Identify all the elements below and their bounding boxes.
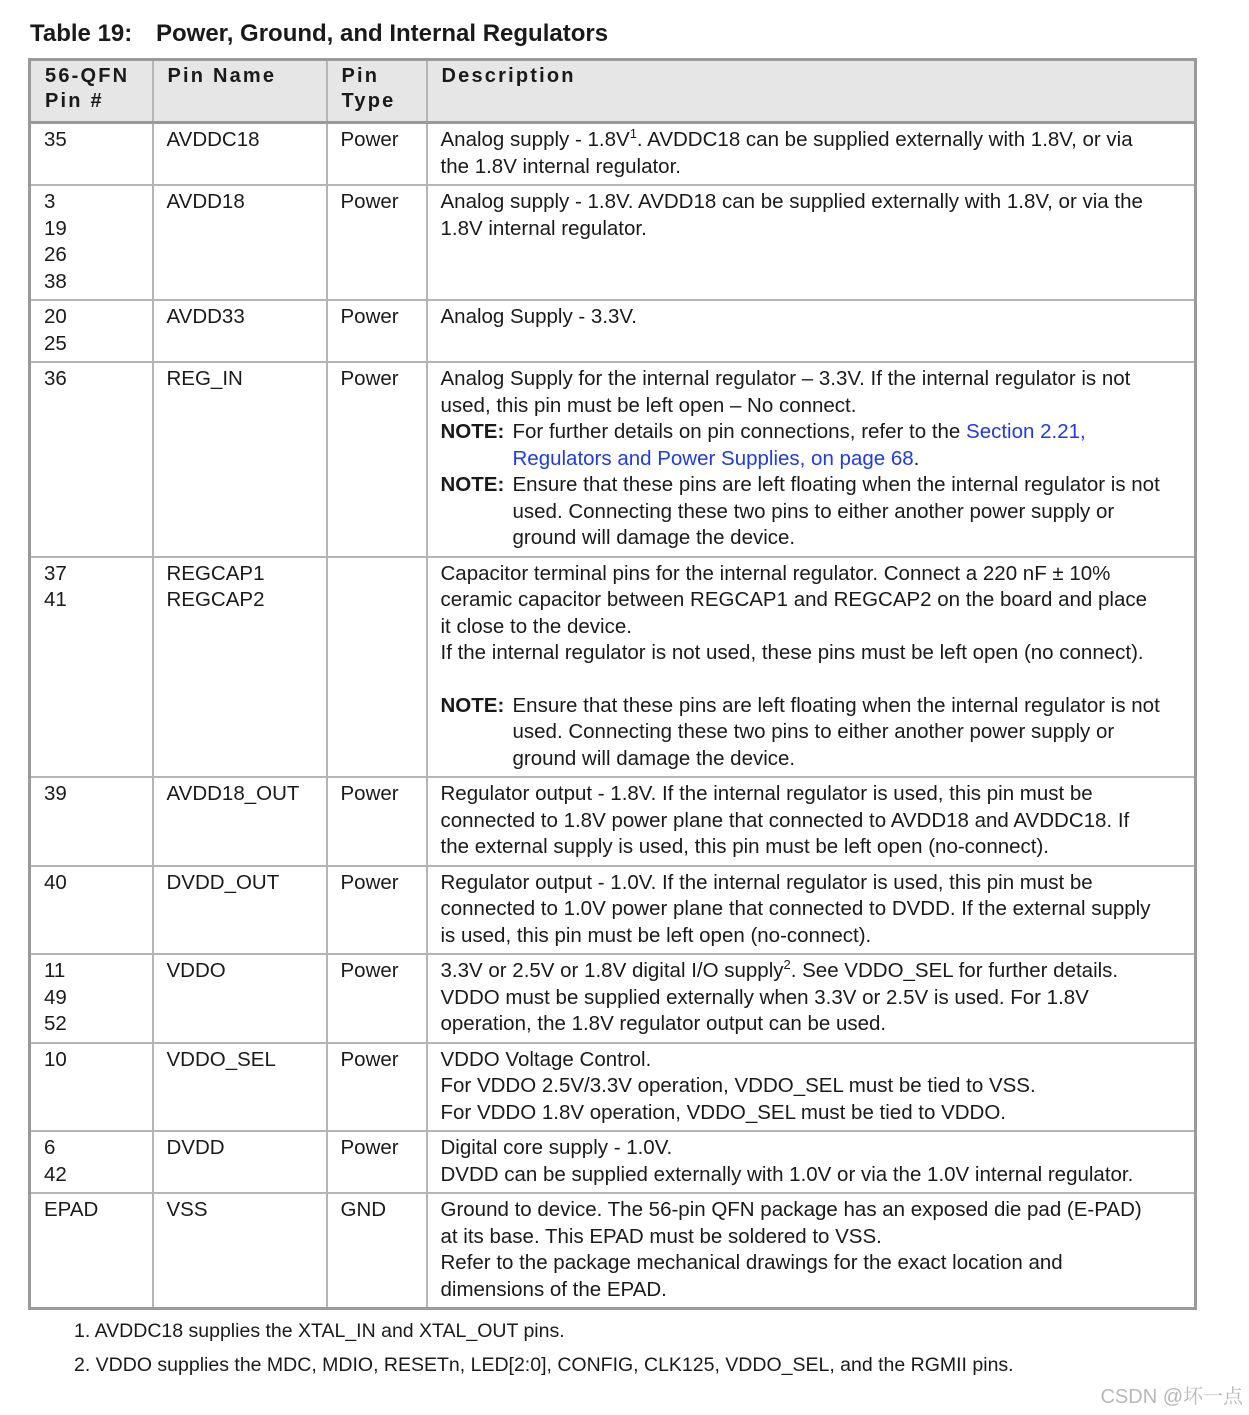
description-line: [441, 216, 1185, 243]
line-text: connected to 1.0V power plane that connected to DVDD. If the external supply: [440, 897, 1151, 920]
line-text: connected to 1.8V power plane that connected to AVDD18 and AVDDC18. If: [440, 808, 1130, 832]
pin-type: Power: [340, 1136, 399, 1159]
pin-number: 41: [44, 588, 67, 611]
pin-number: 25: [44, 331, 67, 355]
description-line: [441, 1011, 1185, 1038]
description-line: [441, 1277, 1185, 1304]
line-text: Ensure that these pins are left floating when the internal regulator is not: [512, 693, 1160, 717]
line-text: dimensions of the EPAD.: [440, 1277, 667, 1301]
line-text-after: .: [913, 446, 920, 470]
description-line: [441, 561, 1185, 588]
line-text: at its base. This EPAD must be soldered to VSS.: [440, 1224, 882, 1248]
table-row: [30, 777, 1196, 866]
table-row: [30, 123, 1196, 186]
table-row: [30, 557, 1196, 778]
line-text: For further details on pin connections, refer to the: [512, 420, 967, 443]
description-line: [441, 958, 1185, 985]
line-text: For VDDO 1.8V operation, VDDO_SEL must be tied to VDDO.: [440, 1100, 1007, 1124]
line-text: operation, the 1.8V regulator output can be used.: [440, 1012, 887, 1035]
line-text: Refer to the package mechanical drawings for the exact location and: [440, 1251, 1063, 1274]
pin-number: 39: [44, 782, 67, 805]
pin-number: EPAD: [44, 1198, 99, 1221]
description-cell: [427, 1193, 1196, 1309]
note-line: [513, 694, 1160, 717]
table-caption: [30, 20, 608, 48]
pin-name: AVDD18_OUT: [166, 782, 300, 805]
line-text: 3.3V or 2.5V or 1.8V digital I/O supply: [440, 959, 784, 982]
pin-type: Power: [340, 305, 399, 328]
pin-name: VSS: [166, 1198, 208, 1221]
pin-name-cell: [153, 1043, 327, 1132]
description-line: [441, 923, 1185, 950]
pin-name: AVDD18: [166, 190, 245, 213]
description-line: [441, 1047, 1185, 1074]
pin-type-cell: [327, 777, 427, 866]
pin-name: REG_IN: [166, 367, 243, 390]
pin-name-cell: [153, 123, 327, 186]
line-text: is used, this pin must be left open (no-connect).: [440, 923, 872, 947]
table-row: [30, 185, 1196, 300]
line-text: Regulator output - 1.0V. If the internal regulator is used, this pin must be: [440, 870, 1093, 894]
table-row: [30, 1131, 1196, 1193]
description-line: [441, 1135, 1185, 1162]
pin-name: AVDDC18: [166, 128, 260, 151]
pin-number: 35: [44, 128, 67, 151]
footnote-ref: 2: [783, 957, 791, 972]
line-text: ground will damage the device.: [512, 746, 796, 770]
description-line: [441, 393, 1185, 420]
pin-type-cell: [327, 954, 427, 1043]
pin-type: Power: [340, 959, 399, 982]
pin-type-cell: [327, 1043, 427, 1132]
pin-number: 3: [44, 190, 56, 213]
line-text-after: . AVDDC18 can be supplied externally with 1.8V, or via: [636, 128, 1133, 151]
description-cell: [427, 1043, 1196, 1132]
line-text: Analog Supply for the internal regulator – 3.3V. If the internal regulator is not: [440, 367, 1131, 390]
description-line: [441, 834, 1185, 861]
pin-number: 10: [44, 1047, 67, 1071]
pin-number: 20: [44, 305, 67, 328]
note-block: [441, 419, 1185, 472]
pin-name: VDDO_SEL: [166, 1047, 276, 1071]
pin-number: 40: [44, 870, 67, 894]
pin-number: 38: [44, 269, 67, 293]
line-text: Ensure that these pins are left floating when the internal regulator is not: [512, 473, 1160, 496]
description-line: [441, 1073, 1185, 1100]
pin-type: Power: [340, 782, 399, 805]
description-line: [441, 1224, 1185, 1251]
table-number: Table 19:: [30, 20, 133, 47]
footnote-ref: 1: [629, 126, 637, 141]
note-line: [513, 473, 1160, 496]
pin-name-cell: [153, 362, 327, 557]
description-line: [441, 154, 1185, 181]
pin-number: 36: [44, 367, 67, 390]
table-row: [30, 866, 1196, 955]
pin-type: Power: [340, 190, 399, 213]
pin-name: DVDD_OUT: [166, 870, 280, 894]
table-row: [30, 300, 1196, 362]
line-text: For VDDO 2.5V/3.3V operation, VDDO_SEL must be tied to VSS.: [440, 1074, 1036, 1097]
description-line: [441, 896, 1185, 923]
line-text: used. Connecting these two pins to either another power supply or: [512, 499, 1115, 523]
line-text: Digital core supply - 1.0V.: [440, 1136, 673, 1159]
pin-type-cell: [327, 1193, 427, 1309]
description-line: [441, 1250, 1185, 1277]
pin-number-cell: [30, 362, 153, 557]
pin-type: GND: [340, 1198, 387, 1221]
description-cell: [427, 362, 1196, 557]
pin-number-cell: [30, 777, 153, 866]
description-line: [441, 366, 1185, 393]
footnotes: [74, 1318, 1014, 1386]
description-line: [441, 870, 1185, 897]
pin-number: 49: [44, 985, 67, 1009]
pin-number-cell: [30, 123, 153, 186]
cross-reference-link: Regulators and Power Supplies, on page 68: [512, 446, 914, 470]
pin-type-cell: [327, 1131, 427, 1193]
note-line: [513, 526, 796, 549]
footnote-1: 1. AVDDC18 supplies the XTAL_IN and XTAL_OUT pins.: [74, 1320, 565, 1342]
line-text: the 1.8V internal regulator.: [440, 154, 681, 178]
pin-type: Power: [340, 870, 399, 894]
header-pin-type: Pin Type: [327, 60, 427, 123]
description-cell: [427, 300, 1196, 362]
pin-type: Power: [340, 367, 399, 390]
pin-name: DVDD: [166, 1136, 225, 1159]
line-text: it close to the device.: [440, 614, 632, 638]
description-cell: [427, 954, 1196, 1043]
pin-number-cell: [30, 1131, 153, 1193]
description-line: [441, 808, 1185, 835]
description-line: [441, 1197, 1185, 1224]
description-line: [441, 985, 1185, 1012]
description-cell: [427, 123, 1196, 186]
paragraph-gap: [441, 667, 1185, 693]
line-text: used, this pin must be left open – No connect.: [440, 393, 857, 417]
note-line: [513, 500, 1115, 523]
table-body: [30, 123, 1196, 1309]
pin-number: 42: [44, 1162, 67, 1186]
note-label: NOTE:: [440, 693, 505, 717]
pin-number: 6: [44, 1136, 56, 1159]
pin-name-cell: [153, 557, 327, 778]
table-row: [30, 1193, 1196, 1309]
pin-type-cell: [327, 557, 427, 778]
pin-type: Power: [340, 128, 399, 151]
cross-reference-link: Section 2.21,: [966, 420, 1086, 443]
pin-name-cell: [153, 954, 327, 1043]
pin-name-cell: [153, 185, 327, 300]
description-cell: [427, 185, 1196, 300]
header-pin-name: Pin Name: [153, 60, 327, 123]
pin-type-cell: [327, 362, 427, 557]
pin-type-cell: [327, 300, 427, 362]
line-text: Ground to device. The 56-pin QFN package has an exposed die pad (E-PAD): [440, 1198, 1142, 1221]
line-text: Regulator output - 1.8V. If the internal regulator is used, this pin must be: [440, 782, 1093, 805]
pin-number-cell: [30, 1043, 153, 1132]
description-line: [441, 587, 1185, 614]
pin-name-cell: [153, 777, 327, 866]
line-text: used. Connecting these two pins to either another power supply or: [512, 720, 1115, 743]
description-line: [441, 1100, 1185, 1127]
line-text: Capacitor terminal pins for the internal regulator. Connect a 220 nF ± 10%: [440, 561, 1111, 585]
line-text: VDDO Voltage Control.: [440, 1047, 652, 1071]
line-text: ceramic capacitor between REGCAP1 and REGCAP2 on the board and place: [440, 588, 1147, 611]
note-block: [441, 472, 1185, 552]
description-line: [441, 1162, 1185, 1189]
pin-number: 19: [44, 216, 67, 240]
pin-number-cell: [30, 866, 153, 955]
pin-number-cell: [30, 185, 153, 300]
pin-type-cell: [327, 123, 427, 186]
pin-number-cell: [30, 300, 153, 362]
note-block: [441, 693, 1185, 773]
line-text: Analog supply - 1.8V. AVDD18 can be supplied externally with 1.8V, or via the: [440, 190, 1143, 213]
pin-type-cell: [327, 866, 427, 955]
description-cell: [427, 777, 1196, 866]
pin-name: REGCAP1: [166, 561, 265, 585]
note-line: [513, 720, 1115, 743]
pin-number: 26: [44, 243, 67, 266]
line-text: DVDD can be supplied externally with 1.0V or via the 1.0V internal regulator.: [440, 1162, 1134, 1186]
description-line: [441, 614, 1185, 641]
description-cell: [427, 866, 1196, 955]
table-row: [30, 362, 1196, 557]
pin-name-cell: [153, 1193, 327, 1309]
pin-name-cell: [153, 866, 327, 955]
description-line: [441, 781, 1185, 808]
pin-name-cell: [153, 1131, 327, 1193]
pin-type: Power: [340, 1047, 399, 1071]
description-cell: [427, 557, 1196, 778]
line-text: Analog supply - 1.8V: [440, 128, 630, 151]
line-text-after: . See VDDO_SEL for further details.: [790, 959, 1119, 982]
line-text: Analog Supply - 3.3V.: [440, 305, 637, 328]
pin-number: 37: [44, 561, 67, 585]
pin-name: VDDO: [166, 959, 226, 982]
watermark: CSDN @坏一点: [1100, 1386, 1243, 1408]
header-description: Description: [427, 60, 1196, 123]
table-row: [30, 1043, 1196, 1132]
pin-table: [28, 58, 1197, 1310]
pin-number-cell: [30, 954, 153, 1043]
description-line: [441, 640, 1185, 667]
line-text: 1.8V internal regulator.: [440, 216, 647, 240]
line-text: the external supply is used, this pin must be left open (no-connect).: [440, 835, 1050, 858]
pin-name-cell: [153, 300, 327, 362]
description-line: [441, 189, 1185, 216]
pin-number-cell: [30, 557, 153, 778]
note-line: [513, 420, 1086, 443]
pin-number: 11: [44, 959, 66, 982]
description-line: [441, 127, 1185, 154]
pin-number: 52: [44, 1012, 67, 1035]
table-title: Power, Ground, and Internal Regulators: [156, 20, 609, 47]
footnote-2: 2. VDDO supplies the MDC, MDIO, RESETn, LED[2:0], CONFIG, CLK125, VDDO_SEL, and the RGMII pins.: [74, 1354, 1014, 1376]
pin-type-cell: [327, 185, 427, 300]
note-line: [513, 747, 796, 770]
note-label: NOTE:: [440, 473, 505, 496]
table-header-row: [30, 60, 1196, 123]
header-pin-number: 56-QFN Pin #: [30, 60, 153, 123]
pin-name: REGCAP2: [166, 588, 265, 611]
pin-number-cell: [30, 1193, 153, 1309]
table-row: [30, 954, 1196, 1043]
description-cell: [427, 1131, 1196, 1193]
pin-name: AVDD33: [166, 305, 245, 328]
description-line: [441, 304, 1185, 331]
note-label: NOTE:: [440, 420, 505, 443]
line-text: VDDO must be supplied externally when 3.3V or 2.5V is used. For 1.8V: [440, 985, 1089, 1009]
line-text: ground will damage the device.: [512, 526, 796, 549]
line-text: If the internal regulator is not used, these pins must be left open (no connect).: [440, 641, 1144, 664]
note-line: [513, 447, 920, 470]
